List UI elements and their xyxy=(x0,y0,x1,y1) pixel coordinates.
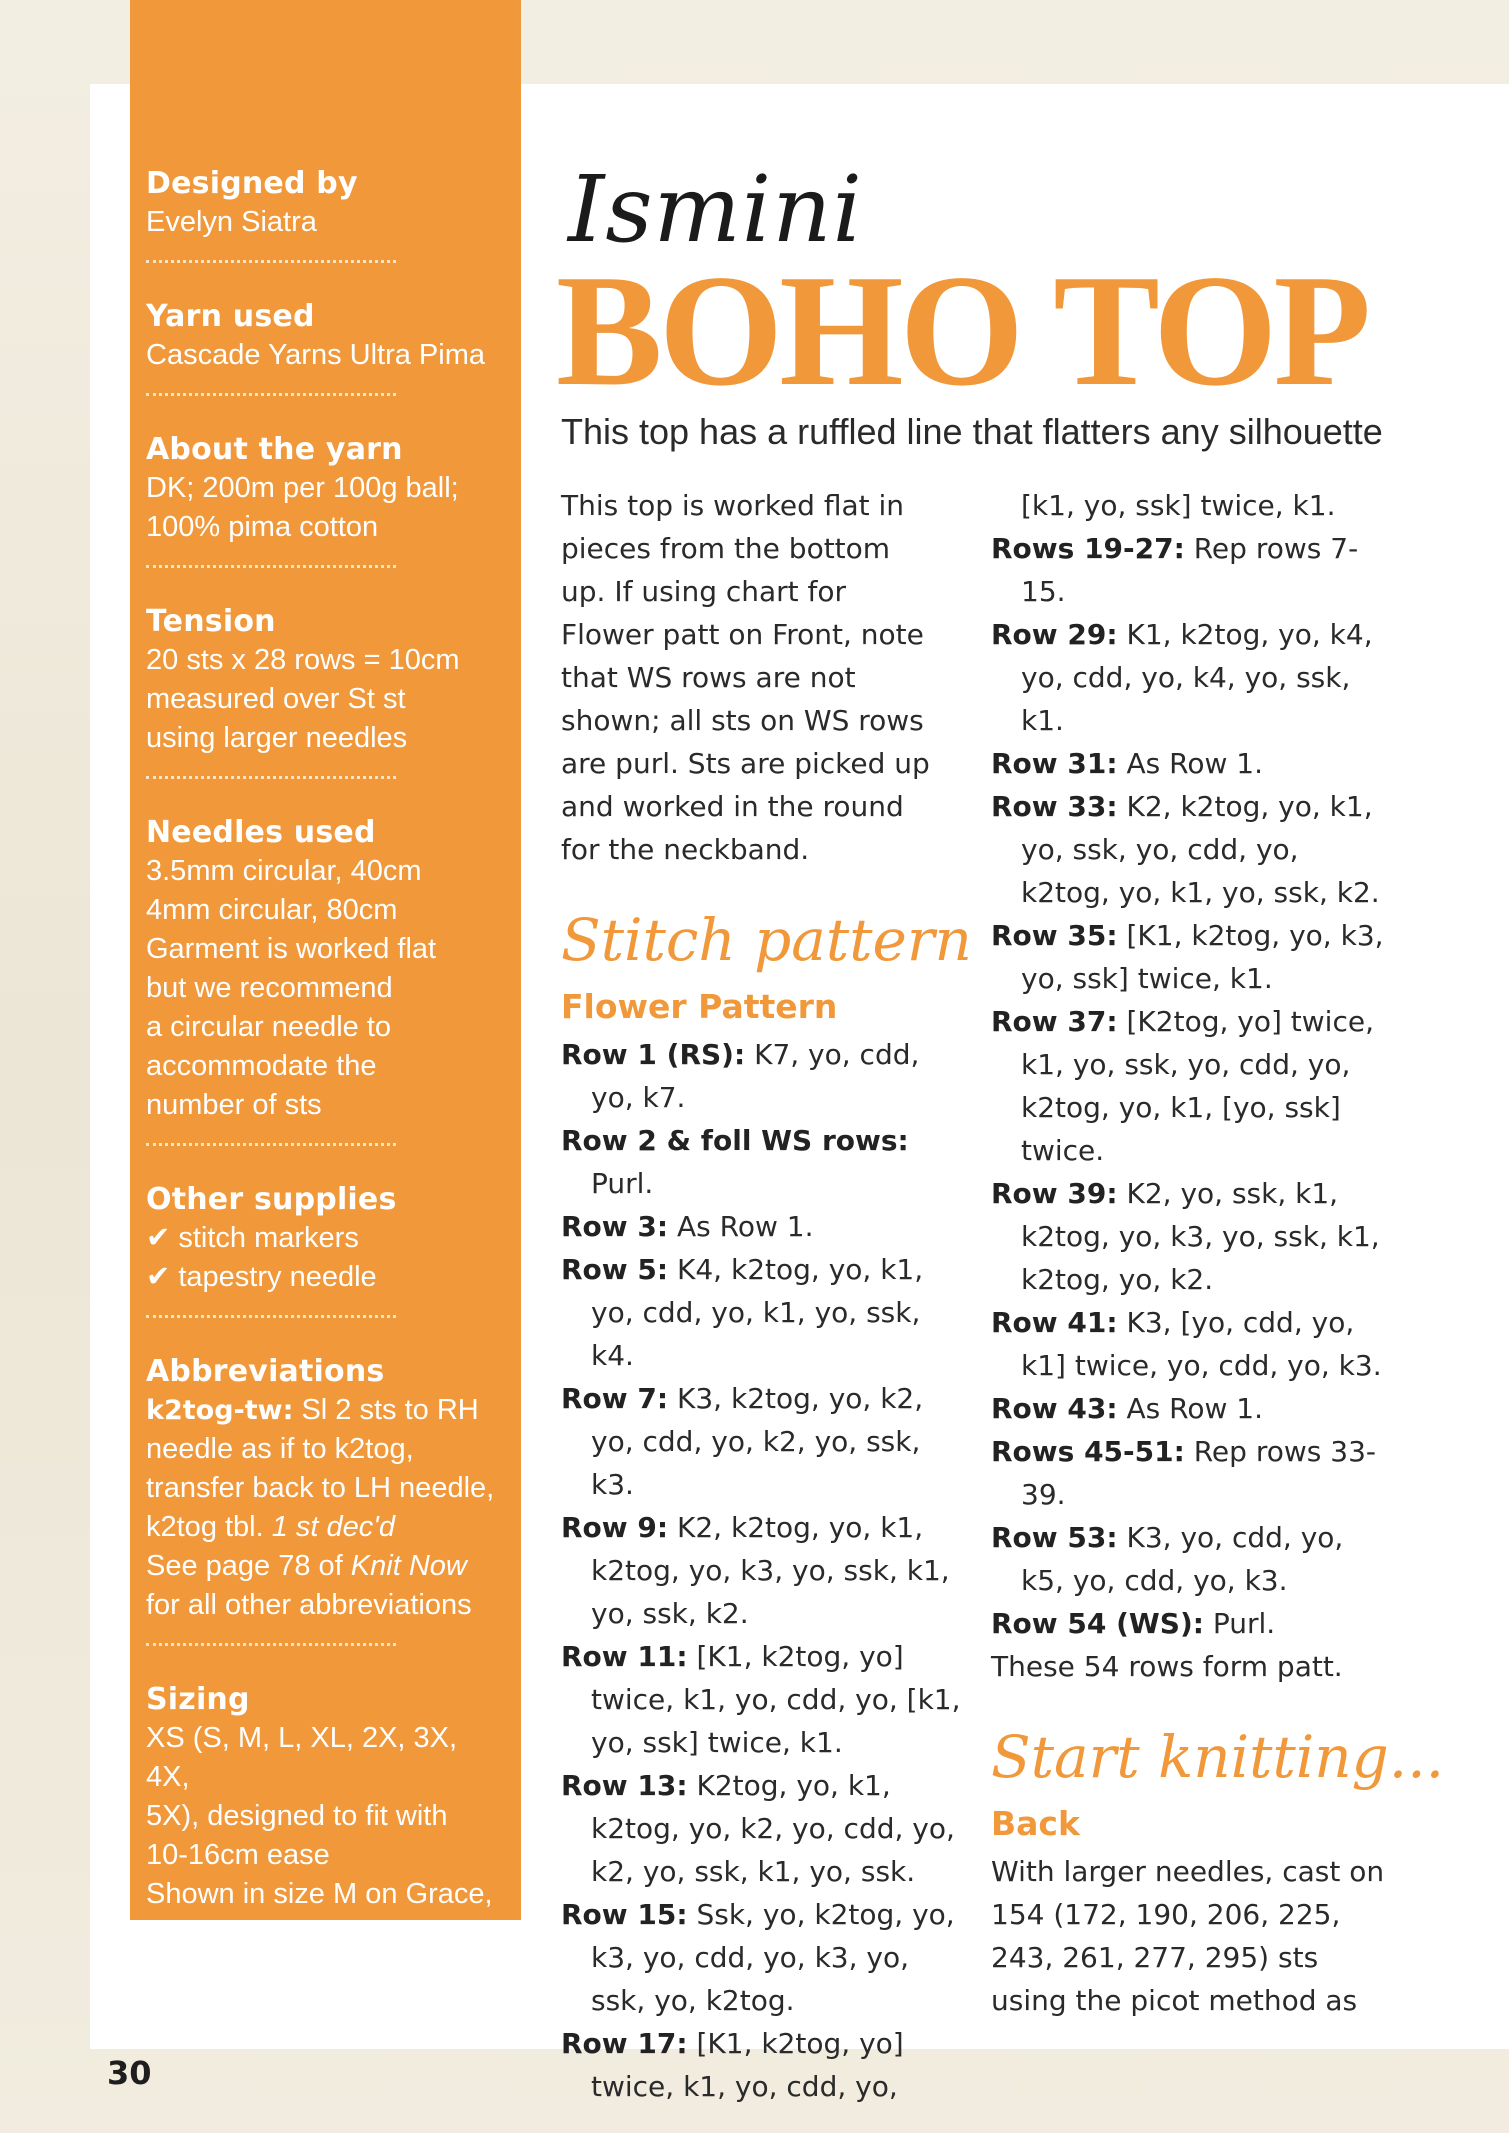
script-title: Ismini xyxy=(568,156,863,263)
pattern-row: Row 17: [K1, k2tog, yo] twice, k1, yo, cdd, yo, xyxy=(561,2027,904,2103)
needles-heading: Needles used xyxy=(146,815,376,850)
abbreviation-line: for all other abbreviations xyxy=(146,1589,472,1621)
flower-pattern-heading: Flower Pattern xyxy=(561,987,838,1026)
sizing-line: who is a UK size 8 xyxy=(146,1917,385,1949)
intro-line: shown; all sts on WS rows xyxy=(561,704,924,737)
back-instructions: With larger needles, cast on 154 (172, 190, 206, 225, 243, 261, 277, 295) sts using the picot method as xyxy=(991,1855,1385,2017)
pattern-row: Row 5: K4, k2tog, yo, k1, yo, cdd, yo, k1, yo, ssk, k4. xyxy=(561,1253,924,1372)
divider xyxy=(146,1315,396,1318)
needles-line: number of sts xyxy=(146,1089,322,1121)
column-left xyxy=(561,484,972,2108)
pattern-row: Row 37: [K2tog, yo] twice, k1, yo, ssk, yo, cdd, yo, k2tog, yo, k1, [yo, ssk] twice. xyxy=(991,1005,1374,1167)
designer-name: Evelyn Siatra xyxy=(146,206,317,238)
intro-line: This top is worked flat in xyxy=(561,489,905,522)
designed-by-heading: Designed by xyxy=(146,166,358,201)
pattern-row: Row 33: K2, k2tog, yo, k1, yo, ssk, yo, cdd, yo, k2tog, yo, k1, yo, ssk, k2. xyxy=(991,790,1380,909)
yarn-used-section xyxy=(146,297,507,375)
intro-text xyxy=(561,484,966,871)
divider xyxy=(146,1643,396,1646)
stitch-pattern-heading: Stitch pattern xyxy=(561,906,972,974)
back-heading: Back xyxy=(991,1804,1080,1843)
supply-item: ✔ tapestry needle xyxy=(146,1261,377,1293)
abbreviation-line: k2tog-tw: Sl 2 sts to RH xyxy=(146,1394,479,1426)
sizing-line: Shown in size M on Grace, xyxy=(146,1878,493,1910)
page-subtitle: This top has a ruffled line that flatters any silhouette xyxy=(561,411,1383,452)
about-yarn-line: DK; 200m per 100g ball; xyxy=(146,472,459,504)
abbreviation-line: See page 78 of Knit Now xyxy=(146,1550,467,1582)
pattern-row: Row 1 (RS): K7, yo, cdd, yo, k7. xyxy=(561,1038,920,1114)
pattern-row: Rows 45-51: Rep rows 33-39. xyxy=(991,1435,1376,1511)
tension-section xyxy=(146,602,507,758)
tension-line: using larger needles xyxy=(146,722,408,754)
tension-line: measured over St st xyxy=(146,683,406,715)
pattern-row: Rows 19-27: Rep rows 7-15. xyxy=(991,532,1359,608)
pattern-row: Row 35: [K1, k2tog, yo, k3, yo, ssk] twice, k1. xyxy=(991,919,1384,995)
tension-line: 20 sts x 28 rows = 10cm xyxy=(146,644,460,676)
abbreviations-section xyxy=(146,1352,507,1625)
needles-line: accommodate the xyxy=(146,1050,377,1082)
needles-line: but we recommend xyxy=(146,972,393,1004)
sizing-line: XS (S, M, L, XL, 2X, 3X, 4X, xyxy=(146,1722,458,1793)
yarn-name: Cascade Yarns Ultra Pima xyxy=(146,339,486,371)
abbreviation-line: k2tog tbl. 1 st dec'd xyxy=(146,1511,395,1543)
about-yarn-heading: About the yarn xyxy=(146,432,403,467)
needles-line: Garment is worked flat xyxy=(146,933,437,965)
pattern-row: Row 15: Ssk, yo, k2tog, yo, k3, yo, cdd, yo, k3, yo, ssk, yo, k2tog. xyxy=(561,1898,955,2017)
page-title: BOHO TOP xyxy=(556,241,1368,419)
pattern-row: Row 41: K3, [yo, cdd, yo, k1] twice, yo, cdd, yo, k3. xyxy=(991,1306,1382,1382)
pattern-row: Row 13: K2tog, yo, k1, k2tog, yo, k2, yo, cdd, yo, k2, yo, ssk, k1, yo, ssk. xyxy=(561,1769,955,1888)
intro-line: for the neckband. xyxy=(561,833,810,866)
needles-line: 3.5mm circular, 40cm xyxy=(146,855,422,887)
sizing-heading: Sizing xyxy=(146,1682,250,1717)
sizing-section xyxy=(146,1680,507,1953)
yarn-used-heading: Yarn used xyxy=(146,299,315,334)
abbreviation-line: needle as if to k2tog, xyxy=(146,1433,414,1465)
intro-line: and worked in the round xyxy=(561,790,904,823)
tension-heading: Tension xyxy=(146,604,276,639)
divider xyxy=(146,565,396,568)
pattern-row: Row 3: As Row 1. xyxy=(561,1210,814,1243)
designed-by-section xyxy=(146,164,507,242)
intro-line: that WS rows are not xyxy=(561,661,856,694)
sizing-line: 5X), designed to fit with xyxy=(146,1800,448,1832)
divider xyxy=(146,776,396,779)
abbreviations-heading: Abbreviations xyxy=(146,1354,385,1389)
info-sidebar xyxy=(130,0,521,1949)
pattern-row: Row 31: As Row 1. xyxy=(991,747,1263,780)
start-knitting-heading: Start knitting... xyxy=(991,1723,1445,1791)
pattern-row: Row 9: K2, k2tog, yo, k1, k2tog, yo, k3, yo, ssk, k1, yo, ssk, k2. xyxy=(561,1511,950,1630)
pattern-closing: These 54 rows form patt. xyxy=(991,1650,1343,1683)
pattern-row: Row 11: [K1, k2tog, yo] twice, k1, yo, cdd, yo, [k1, yo, ssk] twice, k1. xyxy=(561,1640,961,1759)
other-supplies-section xyxy=(146,1180,507,1297)
pattern-row: Row 2 & foll WS rows: Purl. xyxy=(561,1124,909,1200)
pattern-row: Row 7: K3, k2tog, yo, k2, yo, cdd, yo, k2, yo, ssk, k3. xyxy=(561,1382,924,1501)
intro-line: pieces from the bottom xyxy=(561,532,891,565)
supply-item: ✔ stitch markers xyxy=(146,1222,359,1254)
pattern-row: Row 53: K3, yo, cdd, yo, k5, yo, cdd, yo, k3. xyxy=(991,1521,1344,1597)
divider xyxy=(146,393,396,396)
needles-line: a circular needle to xyxy=(146,1011,392,1043)
pattern-row: Row 54 (WS): Purl. xyxy=(991,1607,1276,1640)
about-yarn-section xyxy=(146,430,507,547)
abbreviation-term: k2tog-tw: xyxy=(146,1395,294,1426)
pattern-row: Row 39: K2, yo, ssk, k1, k2tog, yo, k3, yo, ssk, k1, k2tog, yo, k2. xyxy=(991,1177,1380,1296)
intro-line: are purl. Sts are picked up xyxy=(561,747,930,780)
abbreviation-line: transfer back to LH needle, xyxy=(146,1472,495,1504)
other-supplies-heading: Other supplies xyxy=(146,1182,397,1217)
about-yarn-line: 100% pima cotton xyxy=(146,511,379,543)
pattern-row-continuation: [k1, yo, ssk] twice, k1. xyxy=(1021,489,1336,522)
divider xyxy=(146,260,396,263)
needles-section xyxy=(146,813,507,1125)
pattern-row: Row 43: As Row 1. xyxy=(991,1392,1263,1425)
sizing-line: 10-16cm ease xyxy=(146,1839,330,1871)
intro-line: up. If using chart for xyxy=(561,575,847,608)
pattern-row: Row 29: K1, k2tog, yo, k4, yo, cdd, yo, k4, yo, ssk, k1. xyxy=(991,618,1373,737)
intro-line: Flower patt on Front, note xyxy=(561,618,924,651)
page-number: 30 xyxy=(107,2054,152,2092)
needles-line: 4mm circular, 80cm xyxy=(146,894,398,926)
column-right xyxy=(991,484,1445,2022)
divider xyxy=(146,1143,396,1146)
